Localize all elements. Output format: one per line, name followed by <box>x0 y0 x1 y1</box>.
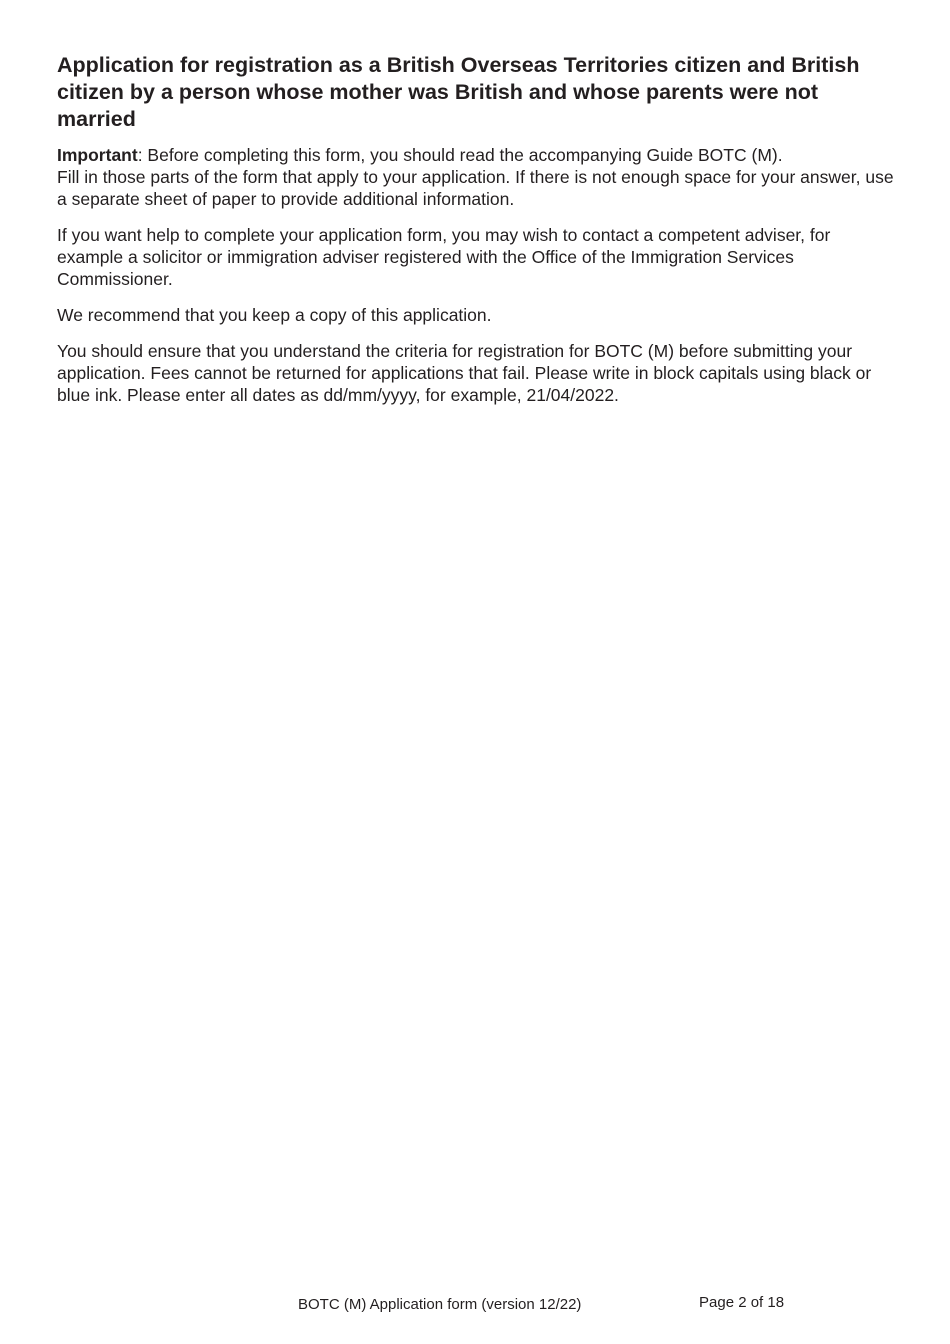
copy-paragraph: We recommend that you keep a copy of this application. <box>57 305 492 325</box>
help-paragraph: If you want help to complete your application form, you may wish to contact a competent adviser, for example a solicitor or immigration adviser registered with the Office of the Immigration Services Commissioner. <box>57 225 831 289</box>
important-instructions: Fill in those parts of the form that apply to your application. If there is not enough space for your answer, use a separate sheet of paper to provide additional information. <box>57 167 894 209</box>
document-body <box>57 52 897 420</box>
important-paragraph <box>57 144 897 210</box>
criteria-paragraph: You should ensure that you understand the criteria for registration for BOTC (M) before submitting your application. Fees cannot be returned for applications that fail. Please write in block capitals using black or blue ink. Please enter all dates as dd/mm/yyyy, for example, 21/04/2022. <box>57 341 872 405</box>
important-label: Important <box>57 145 138 165</box>
important-text: : Before completing this form, you should read the accompanying Guide BOTC (M). <box>137 145 783 165</box>
footer-form-name: BOTC (M) Application form (version 12/22) <box>298 1296 582 1313</box>
page-title: Application for registration as a British Overseas Territories citizen and British citizen by a person whose mother was British and whose parents were not married <box>57 53 860 131</box>
footer-page-number: Page 2 of 18 <box>699 1294 785 1311</box>
